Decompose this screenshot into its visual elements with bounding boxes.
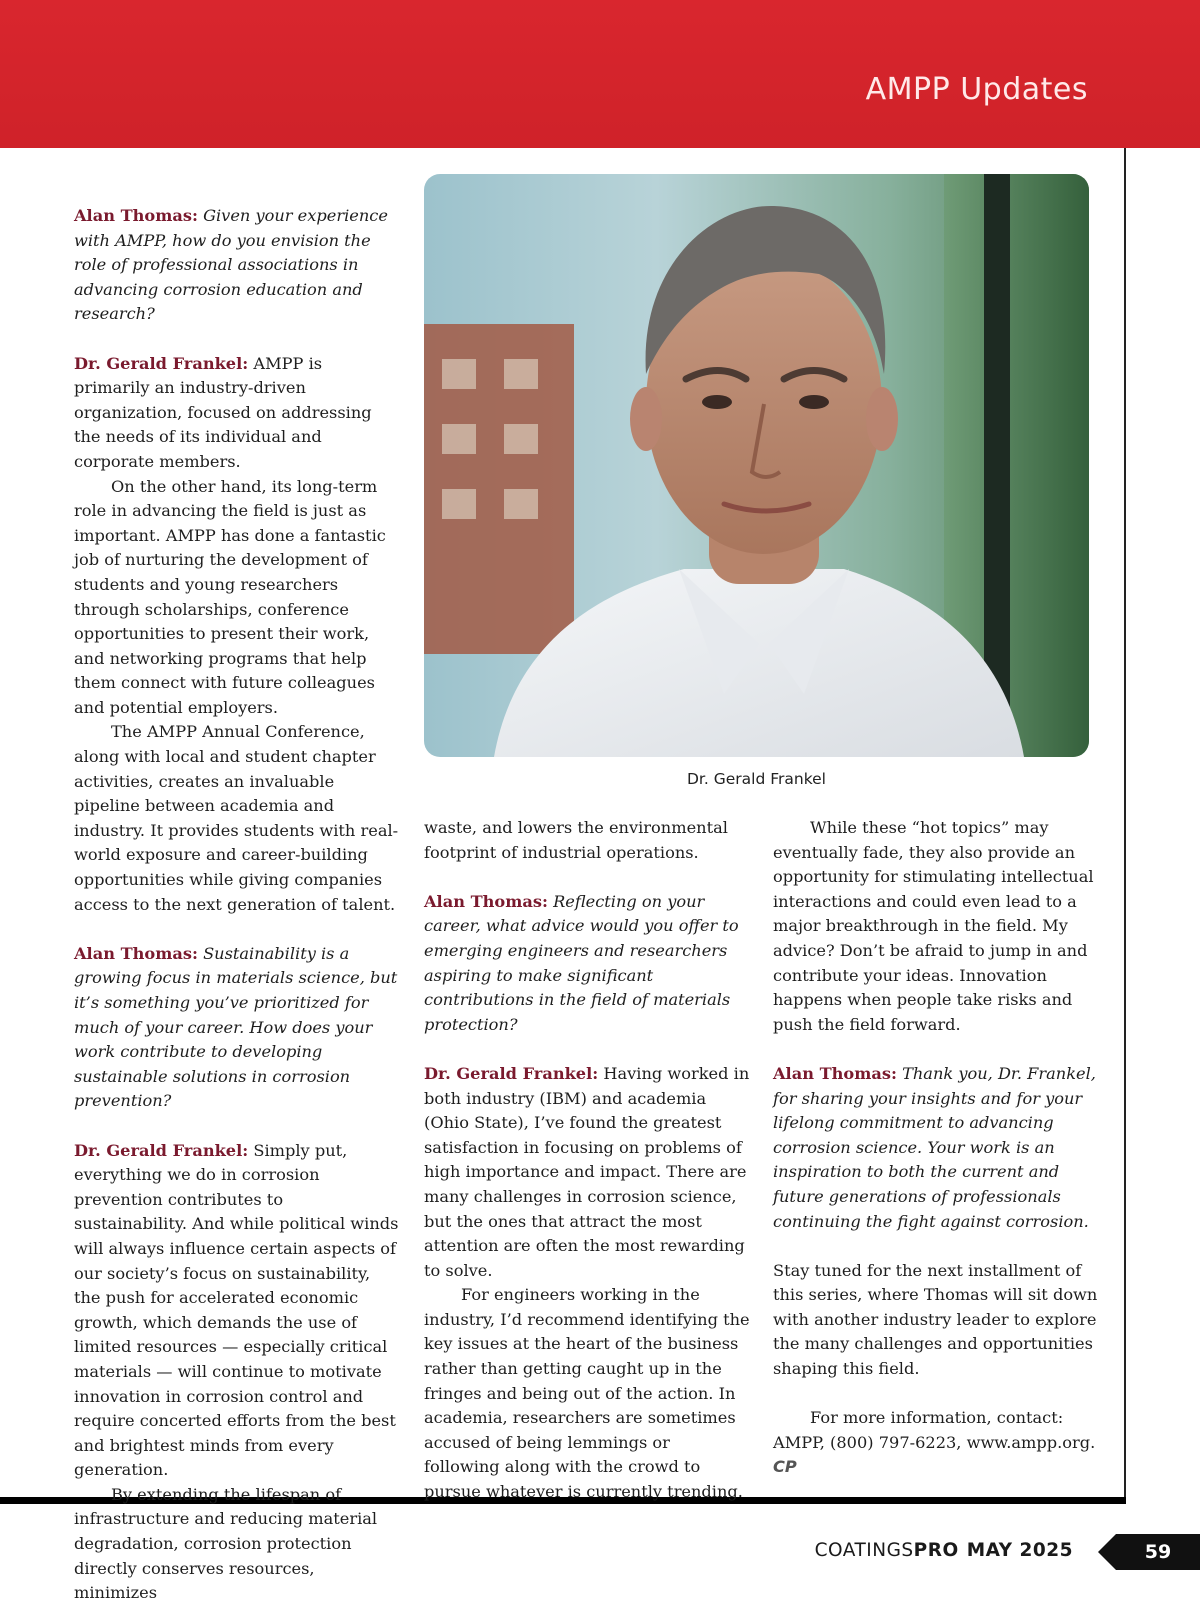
speaker-label: Alan Thomas: <box>773 1063 897 1083</box>
answer-paragraph <box>74 1139 400 1483</box>
body-paragraph: waste, and lowers the environmental footprint of industrial operations. <box>424 818 728 862</box>
question-paragraph <box>74 942 400 1114</box>
question-text: Given your experience with AMPP, how do you envision the role of professional associations in advancing corrosion education and research? <box>74 206 388 324</box>
body-paragraph: The AMPP Annual Conference, along with local and student chapter activities, creates an invaluable pipeline between academia and industry. It provides students with real-world exposure and career-building opportunities while giving companies access to the next generation of talent. <box>74 722 399 914</box>
answer-text: AMPP is primarily an industry-driven organization, focused on addressing the needs of its individual and corporate members. <box>74 353 372 471</box>
question-text: Sustainability is a growing focus in materials science, but it’s something you’ve prioritized for much of your career. How does your work contribute to developing sustainable solutions in corrosion prevention? <box>74 943 398 1111</box>
right-rule <box>1124 148 1126 1504</box>
issue-date: MAY 2025 <box>966 1540 1073 1561</box>
body-paragraph: Stay tuned for the next installment of this series, where Thomas will sit down with another industry leader to explore the many challenges and opportunities shaping this field. <box>773 1260 1098 1379</box>
question-paragraph <box>424 890 750 1038</box>
answer-text: Simply put, everything we do in corrosion prevention contributes to sustainability. And while political winds will always influence certain aspects of our society’s focus on sustainability, the push for accelerated economic growth, which demands the use of limited resources — especially critical materials — will continue to motivate innovation in corrosion control and require concerted efforts from the best and brightest minds from every generation. <box>74 1140 399 1480</box>
brand-light: COATINGS <box>814 1540 914 1561</box>
contact-paragraph <box>773 1406 1099 1480</box>
speaker-label: Alan Thomas: <box>74 206 198 225</box>
brand-bold: PRO <box>913 1540 959 1561</box>
article-column-2 <box>424 816 750 1505</box>
contact-text: For more information, contact: AMPP, (800) 797-6223, www.ampp.org. <box>773 1408 1096 1452</box>
speaker-label: Alan Thomas: <box>74 943 198 963</box>
end-mark: CP <box>773 1457 797 1477</box>
question-text: Reflecting on your career, what advice would you offer to emerging engineers and researchers aspiring to make significant contributions in the field of materials protection? <box>424 891 739 1034</box>
section-title: AMPP Updates <box>865 72 1088 107</box>
photo-caption: Dr. Gerald Frankel <box>687 770 826 788</box>
article-column-1 <box>74 204 400 1606</box>
question-paragraph <box>74 204 400 327</box>
body-paragraph: On the other hand, its long-term role in advancing the field is just as important. AMPP has done a fantastic job of nurturing the development of students and young researchers through scholarships, conference opportunities to present their work, and networking programs that help them connect with future colleagues and potential employers. <box>74 476 386 717</box>
header-band <box>0 0 1200 148</box>
speaker-label: Dr. Gerald Frankel: <box>74 1140 249 1160</box>
footer-brand <box>815 1540 1073 1561</box>
article-column-3 <box>773 816 1099 1480</box>
body-paragraph: For engineers working in the industry, I’d recommend identifying the key issues at the heart of the business rather than getting caught up in the fringes and being out of the action. In academia, researchers are sometimes accused of being lemmings or following along with the crowd to pursue whatever is currently trending. <box>424 1285 750 1502</box>
answer-paragraph <box>74 352 400 475</box>
portrait-photo <box>424 174 1089 757</box>
page-number: 59 <box>1144 1541 1172 1563</box>
answer-paragraph <box>424 1062 750 1283</box>
question-paragraph <box>773 1062 1099 1234</box>
speaker-label: Dr. Gerald Frankel: <box>424 1063 599 1083</box>
answer-text: Having worked in both industry (IBM) and academia (Ohio State), I’ve found the greatest satisfaction in focusing on problems of high importance and impact. There are many challenges in corrosion science, but the ones that attract the most attention are often the most rewarding to solve. <box>424 1063 750 1280</box>
closing-text: Thank you, Dr. Frankel, for sharing your insights and for your lifelong commitment to advancing corrosion science. Your work is an inspiration to both the current and future generations of professionals continuing the fight against corrosion. <box>773 1063 1096 1231</box>
body-paragraph: By extending the lifespan of infrastructure and reducing material degradation, corrosion protection directly conserves resources, minimizes <box>74 1484 378 1603</box>
speaker-label: Dr. Gerald Frankel: <box>74 353 249 373</box>
body-paragraph: While these “hot topics” may eventually fade, they also provide an opportunity for stimulating intellectual interactions and could even lead to a major breakthrough in the field. My advice? Don’t be afraid to jump in and contribute your ideas. Innovation happens when people take risks and push the field forward. <box>773 818 1094 1034</box>
portrait-illustration <box>424 174 1089 757</box>
speaker-label: Alan Thomas: <box>424 891 548 911</box>
